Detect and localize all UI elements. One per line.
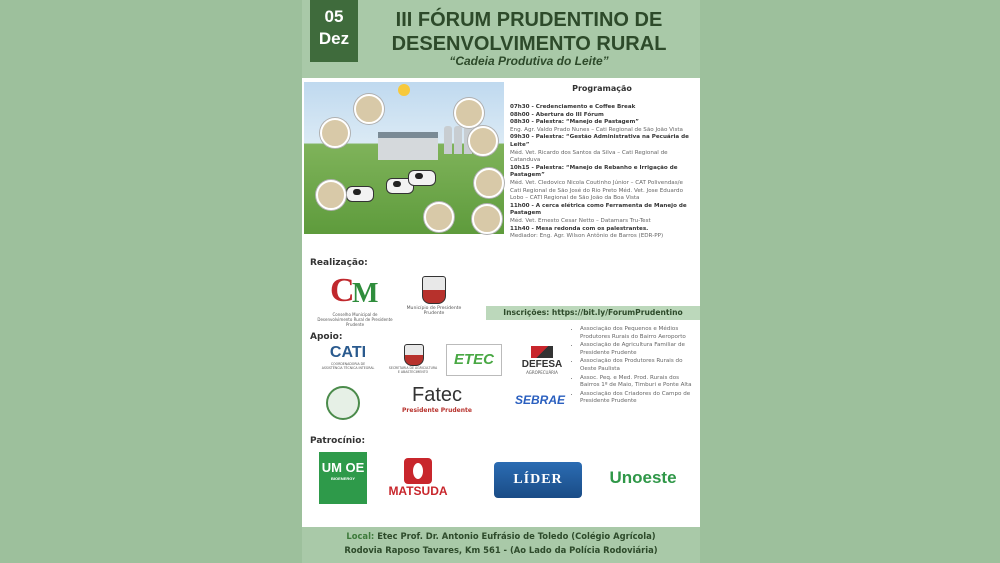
photo-bubble xyxy=(320,118,350,148)
photo-bubble xyxy=(474,168,504,198)
cm-caption: Conselho Municipal de Desenvolvimento Rural de Presidente Prudente xyxy=(317,312,393,327)
date-month: Dez xyxy=(318,29,350,48)
schedule-item: 08h00 - Abertura do III Fórum xyxy=(510,111,604,118)
schedule-item: 07h30 - Credenciamento e Coffee Break xyxy=(510,104,636,110)
cati-logo: CATI COORDENADORIA DE ASSISTÊNCIA TÉCNICA INTEGRAL xyxy=(321,344,375,370)
photo-bubble xyxy=(472,204,502,234)
schedule-item: 09h30 - Palestra: “Gestão Administrativa na Pecuária de Leite” Méd. Vet. Ricardo dos Santos da Silva – Cati Regional de Catanduva xyxy=(510,134,689,164)
association-item: • Associação dos Criadores do Campo de Presidente Prudente xyxy=(580,391,698,406)
cow-image xyxy=(346,186,374,202)
photo-bubble xyxy=(316,180,346,210)
event-location xyxy=(302,529,700,557)
municipal-crest-icon xyxy=(422,276,446,304)
programacao-heading: Programação xyxy=(572,84,632,93)
sebrae-logo: SEBRAE xyxy=(514,393,565,407)
date-day: 05 xyxy=(324,7,344,26)
umoe-logo: UM OE BIOENERGY xyxy=(319,452,367,504)
local-line-1: Etec Prof. Dr. Antonio Eufrásio de Toledo (Colégio Agrícola) xyxy=(374,531,656,541)
cow-image xyxy=(408,170,436,186)
sun-icon xyxy=(398,84,410,96)
sp-state-crest-icon xyxy=(404,344,424,366)
event-title xyxy=(364,8,694,56)
event-poster xyxy=(302,0,700,563)
schedule-item: 10h15 - Palestra: “Manejo de Rebanho e Irrigação de Pastagem” Méd. Vet. Cledovico Nicola Coutinho Júnior – CAT Polivendas/e Cati Regional de São José do Rio Preto Méd. Vet. Jose Eduardo Lobo – CATI Regional de São João da Boa Vista xyxy=(510,164,683,202)
schedule-item: 08h30 - Palestra: “Manejo de Pastagem” Eng. Agr. Valdo Prado Nunes – Cati Regional de São João Vista xyxy=(510,119,683,133)
inscricoes-link[interactable]: Inscrições: https://bit.ly/ForumPrudentino xyxy=(486,306,700,320)
schedule-item: 11h40 - Mesa redonda com os palestrantes. Mediador: Eng. Agr. Wilson Antônio de Barros (EDR-PP) xyxy=(510,225,664,240)
local-line-2: Rodovia Raposo Tavares, Km 561 - (Ao Lado da Polícia Rodoviária) xyxy=(344,545,658,555)
title-line-2: DESENVOLVIMENTO RURAL xyxy=(391,33,667,55)
associations-list xyxy=(572,326,698,407)
association-item: • Assoc. Peq. e Med. Prod. Rurais dos Bairros 1º de Maio, Timburi e Ponte Alta xyxy=(580,375,698,390)
municipio-caption: Município de Presidente Prudente xyxy=(406,306,462,316)
association-item: • Associação dos Pequenos e Médios Produtores Rurais do Bairro Aeroporto xyxy=(580,326,698,341)
dairy-farm-illustration xyxy=(304,82,504,234)
apoio-label: Apoio: xyxy=(310,332,343,342)
sp-secretaria-caption: SECRETARIA DE AGRICULTURA E ABASTECIMENTO xyxy=(388,366,438,374)
photo-bubble xyxy=(354,94,384,124)
event-subtitle: “Cadeia Produtiva do Leite” xyxy=(449,54,609,68)
schedule-item: 11h00 - A cerca elétrica como Ferramenta de Manejo de Pastagem Méd. Vet. Ernesto Cesar Netto – Datamars Tru-Test xyxy=(510,202,687,224)
patrocinio-label: Patrocínio: xyxy=(310,436,366,446)
realizacao-label: Realização: xyxy=(310,258,368,268)
association-item: • Associação dos Produtores Rurais do Oeste Paulista xyxy=(580,358,698,373)
etec-logo: ETEC xyxy=(446,344,502,376)
association-seal-icon xyxy=(326,386,360,420)
photo-bubble xyxy=(454,98,484,128)
silo-image xyxy=(454,126,462,154)
barn-image xyxy=(378,132,438,160)
local-label: Local: xyxy=(346,531,375,541)
lider-logo: LÍDER xyxy=(494,462,582,498)
programacao-list xyxy=(510,104,690,241)
defesa-agropecuaria-logo: DEFESA AGROPECUÁRIA xyxy=(514,346,570,375)
photo-bubble xyxy=(424,202,454,232)
title-line-1: III FÓRUM PRUDENTINO DE xyxy=(395,9,663,31)
silo-image xyxy=(444,126,452,154)
fatec-logo: Fatec Presidente Prudente xyxy=(402,384,472,414)
matsuda-logo: MATSUDA xyxy=(388,458,448,498)
defesa-mark-icon xyxy=(531,346,553,358)
matsuda-mark-icon xyxy=(404,458,432,484)
photo-bubble xyxy=(468,126,498,156)
association-item: • Associação de Agricultura Familiar de Presidente Prudente xyxy=(580,342,698,357)
unoeste-logo: Unoeste xyxy=(609,468,677,487)
cm-logo: C M xyxy=(330,272,379,309)
date-badge xyxy=(310,0,358,62)
